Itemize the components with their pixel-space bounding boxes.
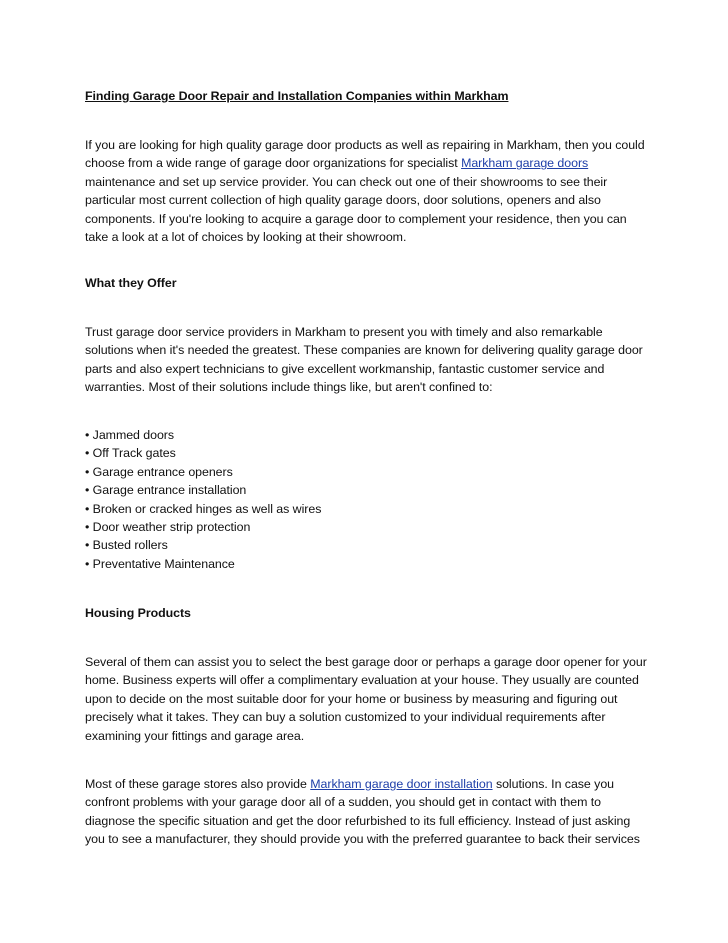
bullet-item: • Busted rollers (85, 538, 168, 553)
intro-line: If you are looking for high quality garage door products as well as repairing in Markham, then you could (85, 138, 645, 152)
bullet-item: • Garage entrance installation (85, 483, 247, 498)
markham-garage-door-installation-link[interactable]: Markham garage door installation (310, 777, 493, 791)
offer-heading-block (85, 274, 685, 292)
housing-line: home. Business experts will offer a complimentary evaluation at your house. They usually are counted (85, 673, 639, 688)
services-bullet-list (85, 426, 685, 573)
bullet-item: • Door weather strip protection (85, 520, 251, 535)
offer-line: Trust garage door service providers in Markham to present you with timely and also remarkable (85, 325, 603, 339)
stores-line: confront problems with your garage door all of a sudden, you should get in contact with them to (85, 795, 601, 810)
stores-line (85, 775, 685, 793)
section-heading-housing: Housing Products (85, 606, 191, 620)
offer-paragraph (85, 323, 685, 397)
intro-line: particular most current collection of high quality garage doors, door solutions, openers and also (85, 193, 601, 208)
stores-line: you to see a manufacturer, they should provide you with the preferred guarantee to back their services (85, 832, 640, 847)
offer-line: parts and also expert technicians to give excellent workmanship, fantastic customer service and (85, 361, 605, 376)
intro-line (85, 154, 685, 172)
housing-line: examining your fittings and garage area. (85, 728, 305, 743)
housing-line: upon to decide on the most suitable door for your home or business by measuring and figuring out (85, 691, 618, 706)
section-heading-offer: What they Offer (85, 276, 177, 290)
bullet-item: • Off Track gates (85, 446, 176, 461)
document-title-block (85, 87, 685, 105)
offer-line: solutions when it's needed the greatest. These companies are known for delivering quality garage door (85, 343, 643, 358)
intro-line: maintenance and set up service provider. You can check out one of their showrooms to see their (85, 174, 608, 189)
offer-line: warranties. Most of their solutions include things like, but aren't confined to: (85, 380, 493, 395)
document-title: Finding Garage Door Repair and Installation Companies within Markham (85, 89, 509, 103)
housing-line: precisely what it takes. They can buy a solution customized to your individual requirements after (85, 710, 606, 725)
bullet-item: • Garage entrance openers (85, 464, 233, 479)
bullet-item: • Broken or cracked hinges as well as wires (85, 501, 322, 516)
markham-garage-doors-link[interactable]: Markham garage doors (461, 156, 589, 171)
stores-paragraph (85, 775, 685, 849)
housing-line: Several of them can assist you to select the best garage door or perhaps a garage door opener for your (85, 655, 647, 669)
intro-text: choose from a wide range of garage door organizations for specialist (85, 156, 462, 171)
intro-line: components. If you're looking to acquire a garage door to complement your residence, then you can (85, 211, 627, 226)
stores-text: Most of these garage stores also provide (85, 777, 311, 791)
intro-paragraph (85, 136, 685, 246)
intro-line: take a look at a lot of choices by looking at their showroom. (85, 230, 407, 245)
bullet-item: • Preventative Maintenance (85, 556, 235, 571)
housing-heading-block (85, 604, 685, 622)
bullet-item: • Jammed doors (85, 428, 175, 442)
stores-text: solutions. In case you (492, 777, 614, 791)
stores-line: diagnose the specific situation and get the door refurbished to its full efficiency. Instead of just asking (85, 813, 631, 828)
housing-paragraph (85, 653, 685, 745)
